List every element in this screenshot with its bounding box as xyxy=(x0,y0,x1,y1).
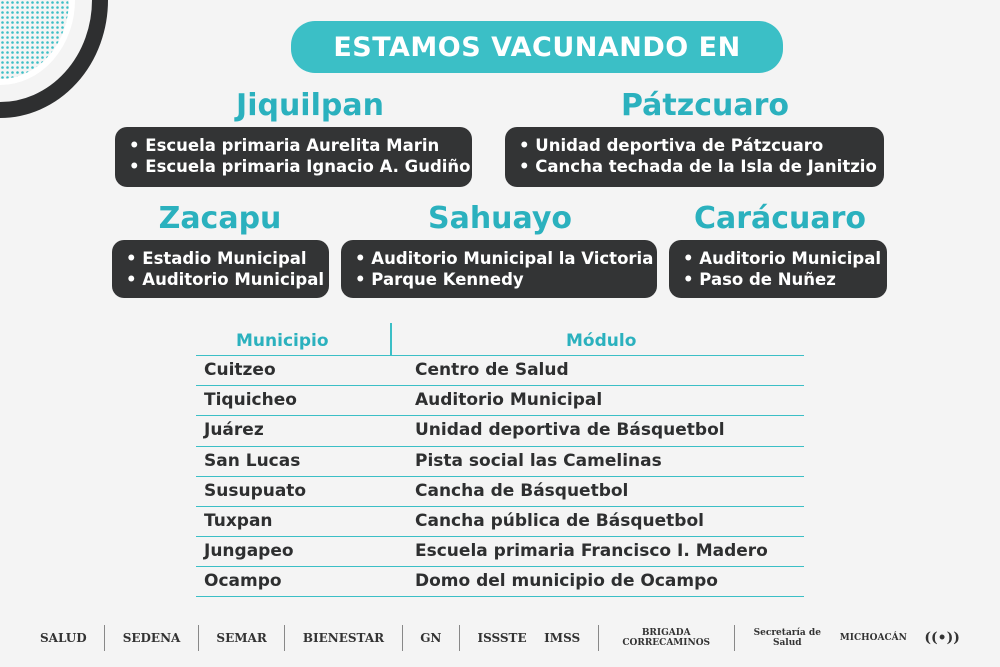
table-row xyxy=(196,476,804,506)
column-divider xyxy=(390,323,392,355)
cell-municipio: Jungapeo xyxy=(204,541,294,562)
divider xyxy=(598,625,599,651)
title-banner: ESTAMOS VACUNANDO EN xyxy=(291,21,783,73)
table-row xyxy=(196,355,804,385)
table-row xyxy=(196,415,804,445)
logo-secretaria-salud: Secretaría de Salud xyxy=(753,628,821,648)
divider xyxy=(198,625,199,651)
cell-municipio: Cuitzeo xyxy=(204,360,276,380)
cell-modulo: Domo del municipio de Ocampo xyxy=(415,571,718,592)
decorative-corner-graphic xyxy=(0,0,130,120)
cell-modulo: Unidad deportiva de Básquetbol xyxy=(415,420,725,441)
city-title-jiquilpan: Jiquilpan xyxy=(236,88,384,123)
cell-modulo: Cancha de Básquetbol xyxy=(415,480,629,501)
vaccination-table xyxy=(196,323,804,597)
divider xyxy=(734,625,735,651)
divider xyxy=(459,625,460,651)
logo-brigada-correcaminos: BRIGADA CORRECAMINOS xyxy=(622,628,711,648)
divider xyxy=(284,625,285,651)
location-box-patzcuaro xyxy=(505,127,884,187)
table-row xyxy=(196,506,804,536)
table-row xyxy=(196,385,804,415)
divider xyxy=(104,625,105,651)
cell-modulo: Pista social las Camelinas xyxy=(415,450,662,471)
logo-bienestar: BIENESTAR xyxy=(302,631,385,645)
table-header xyxy=(196,323,804,355)
cell-municipio: Tiquicheo xyxy=(204,390,297,411)
logo-imss: IMSS xyxy=(544,631,581,645)
logo-issste: ISSSTE xyxy=(477,631,527,645)
table-row xyxy=(196,536,804,566)
location-item: • Parque Kennedy xyxy=(355,269,657,290)
location-item: • Unidad deportiva de Pátzcuaro xyxy=(519,135,884,156)
location-item: • Auditorio Municipal la Victoria xyxy=(355,248,657,269)
location-item: • Auditorio Municipal xyxy=(126,269,329,290)
city-title-zacapu: Zacapu xyxy=(158,201,282,236)
logo-salud: SALUD xyxy=(40,631,87,645)
footer-logos xyxy=(40,618,960,658)
location-item: • Escuela primaria Ignacio A. Gudiño xyxy=(129,156,472,177)
cell-municipio: Tuxpan xyxy=(204,510,273,531)
logo-michoacan: MICHOACÁN xyxy=(839,633,907,643)
cell-municipio: Ocampo xyxy=(204,571,282,592)
location-item: • Paso de Nuñez xyxy=(683,269,887,290)
logo-gn: GN xyxy=(420,631,442,645)
location-box-sahuayo xyxy=(341,240,657,298)
location-item: • Estadio Municipal xyxy=(126,248,329,269)
location-item: • Escuela primaria Aurelita Marin xyxy=(129,135,472,156)
logo-broadcast-icon: ((•)) xyxy=(924,630,960,646)
column-header-modulo: Módulo xyxy=(566,331,637,351)
table-row xyxy=(196,566,804,596)
column-header-municipio: Municipio xyxy=(236,331,329,351)
table-row xyxy=(196,446,804,476)
location-item: • Cancha techada de la Isla de Janitzio xyxy=(519,156,884,177)
cell-modulo: Centro de Salud xyxy=(415,360,569,380)
cell-modulo: Cancha pública de Básquetbol xyxy=(415,510,704,531)
cell-municipio: San Lucas xyxy=(204,450,301,471)
logo-semar: SEMAR xyxy=(216,631,267,645)
logo-sedena: SEDENA xyxy=(122,631,181,645)
city-title-patzcuaro: Pátzcuaro xyxy=(620,88,790,123)
location-box-caracuaro xyxy=(669,240,887,298)
cell-modulo: Auditorio Municipal xyxy=(415,390,603,411)
cell-municipio: Susupuato xyxy=(204,480,307,501)
cell-modulo: Escuela primaria Francisco I. Madero xyxy=(415,541,768,562)
location-box-jiquilpan xyxy=(115,127,472,187)
location-item: • Auditorio Municipal xyxy=(683,248,887,269)
cell-municipio: Juárez xyxy=(204,420,264,441)
divider xyxy=(402,625,403,651)
city-title-sahuayo: Sahuayo xyxy=(427,201,573,236)
city-title-caracuaro: Carácuaro xyxy=(693,201,867,236)
location-box-zacapu xyxy=(112,240,329,298)
